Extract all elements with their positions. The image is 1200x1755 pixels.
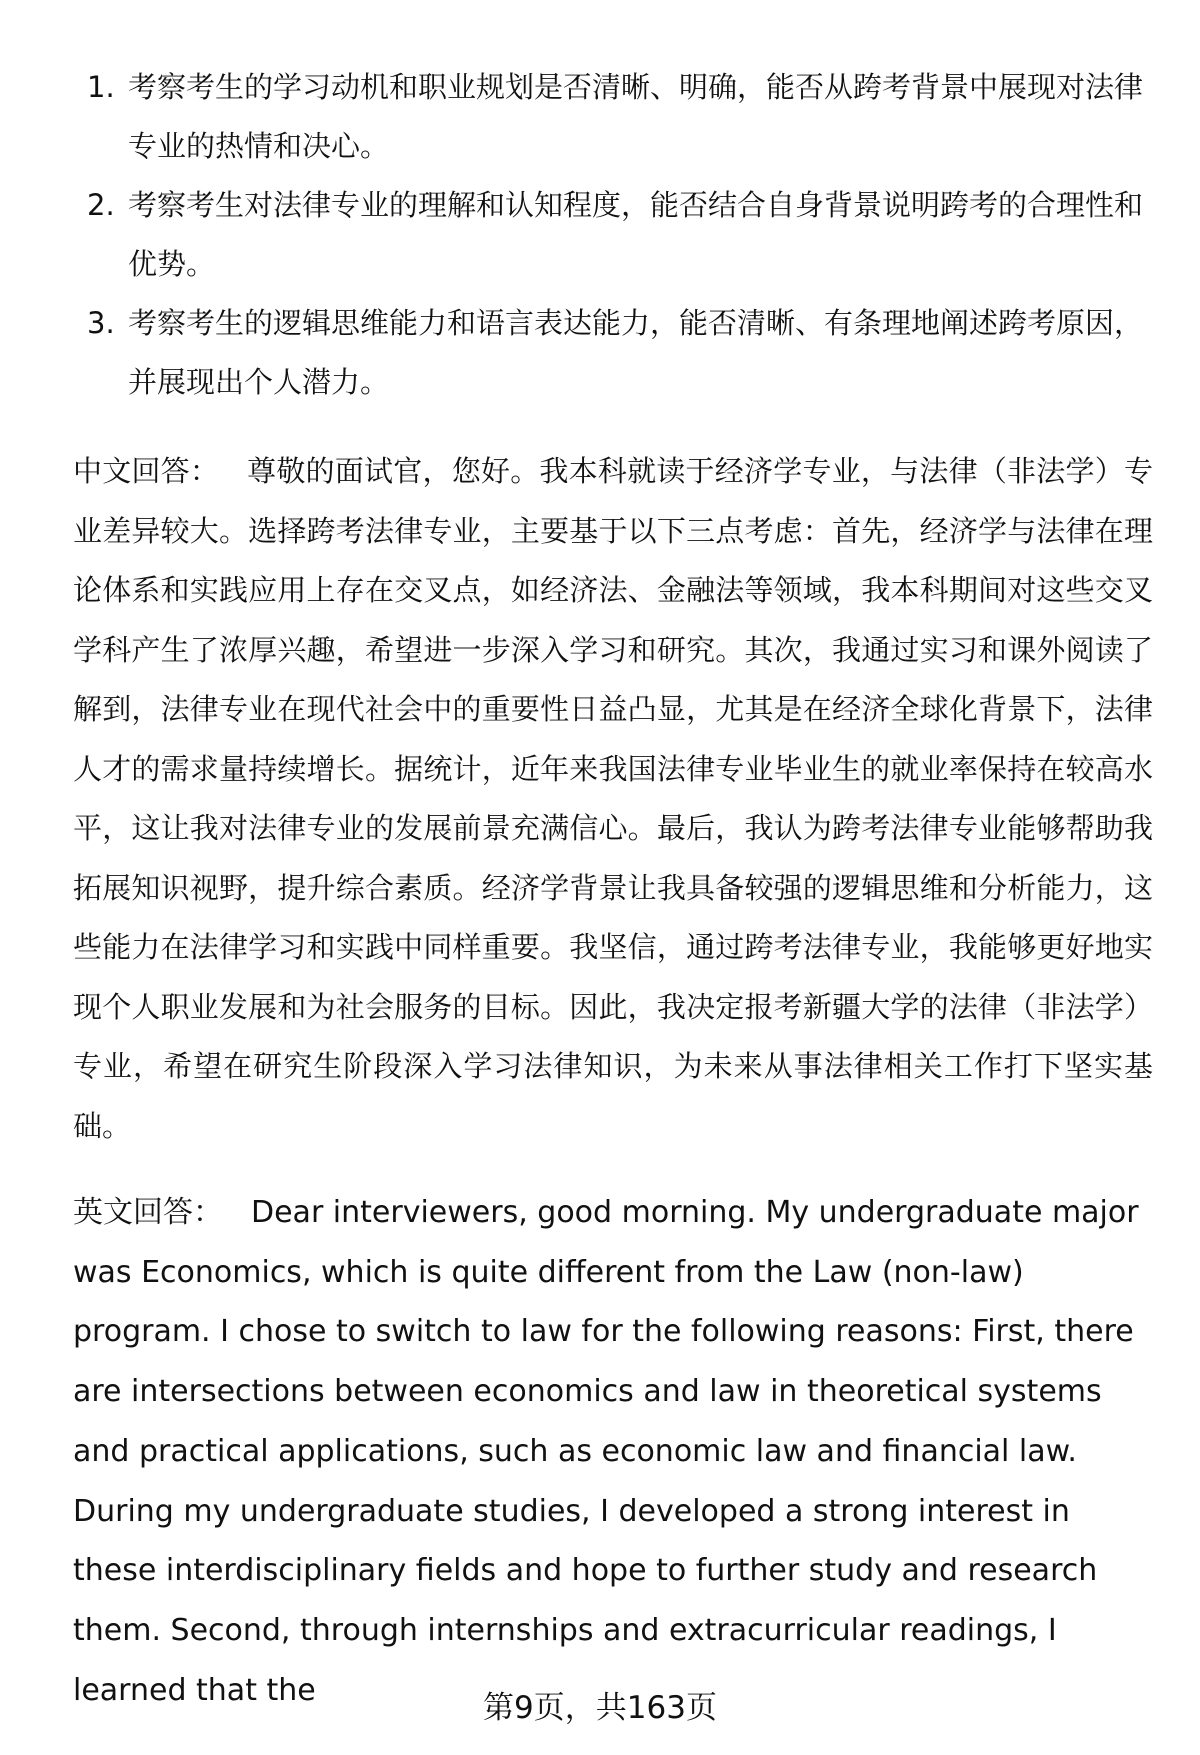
list-item-number: 3.: [87, 306, 115, 340]
list-item-text: 考察考生的逻辑思维能力和语言表达能力，能否清晰、有条理地阐述跨考原因，并展现出个人潜力。: [128, 306, 1144, 399]
chinese-answer-label: 中文回答：: [73, 454, 220, 488]
list-item: [73, 294, 1153, 412]
page-footer: 第9页，共163页: [483, 1690, 717, 1726]
list-item-number: 1.: [87, 70, 115, 104]
english-answer-label: 英文回答：: [73, 1195, 223, 1230]
list-item: [73, 58, 1153, 176]
english-answer-paragraph: [73, 1183, 1153, 1720]
criteria-list: [73, 58, 1153, 412]
list-item: [73, 176, 1153, 294]
english-answer-text: Dear interviewers, good morning. My undergraduate major was Economics, which is quite different from the Law (non-law) program. I chose to switch to law for the following reasons: First, there are intersections between economics and law in theoretical systems and practical applications, such as economic law and financial law. During my undergraduate studies, I developed a strong interest in these interdisciplinary fields and hope to further study and research them. Second, through internships and extracurricular readings, I learned that the: [73, 1195, 1139, 1708]
list-item-text: 考察考生对法律专业的理解和认知程度，能否结合自身背景说明跨考的合理性和优势。: [128, 188, 1144, 281]
list-item-number: 2.: [87, 188, 115, 222]
chinese-answer-text: 尊敬的面试官，您好。我本科就读于经济学专业，与法律（非法学）专业差异较大。选择跨考法律专业，主要基于以下三点考虑：首先，经济学与法律在理论体系和实践应用上存在交叉点，如经济法、金融法等领域，我本科期间对这些交叉学科产生了浓厚兴趣，希望进一步深入学习和研究。其次，我通过实习和课外阅读了解到，法律专业在现代社会中的重要性日益凸显，尤其是在经济全球化背景下，法律人才的需求量持续增长。据统计，近年来我国法律专业毕业生的就业率保持在较高水平，这让我对法律专业的发展前景充满信心。最后，我认为跨考法律专业能够帮助我拓展知识视野，提升综合素质。经济学背景让我具备较强的逻辑思维和分析能力，这些能力在法律学习和实践中同样重要。我坚信，通过跨考法律专业，我能够更好地实现个人职业发展和为社会服务的目标。因此，我决定报考新疆大学的法律（非法学）专业，希望在研究生阶段深入学习法律知识，为未来从事法律相关工作打下坚实基础。: [73, 454, 1153, 1143]
chinese-answer-paragraph: [73, 442, 1153, 1156]
list-item-text: 考察考生的学习动机和职业规划是否清晰、明确，能否从跨考背景中展现对法律专业的热情和决心。: [128, 70, 1144, 163]
